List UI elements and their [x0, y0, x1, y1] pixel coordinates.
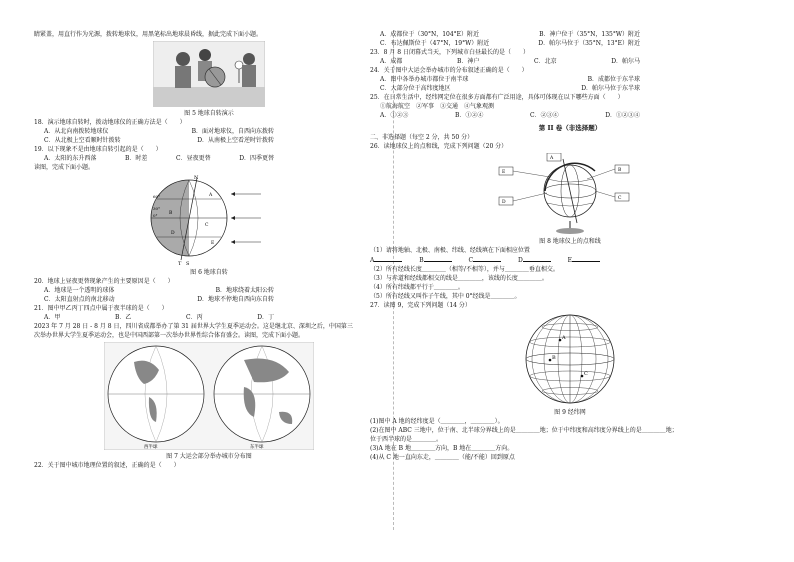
q20-option-c: C．太阳直射点的南北移动 [44, 296, 115, 303]
q20-options-row1 [34, 286, 274, 295]
fig9-label-c: C [584, 371, 588, 377]
fig8-label-c: C [618, 196, 622, 201]
q26-blank-e[interactable] [572, 255, 600, 262]
q20-option-d: D．地球不停地自西向东自转 [197, 296, 274, 303]
q27-part4: (4)从 C 地一直向东走，＿＿＿＿（能/不能）回到原点 [370, 454, 515, 461]
fig6-label-e: E [211, 241, 215, 246]
q24-option-b: B．成都位于东半球 [587, 76, 640, 83]
fig8-label-a: A [550, 156, 554, 161]
fig8-label-d: D [502, 200, 506, 205]
fig6-label-a: A [209, 193, 213, 198]
fig8-label-b: B [618, 168, 622, 173]
q27-part1: (1)图中 A 地的经纬度是（＿＿＿＿，＿＿＿＿）。 [370, 418, 504, 425]
q26-blank-a-label: A [370, 257, 375, 264]
q25-option-a: A．①②③ [380, 112, 409, 119]
fig8-label-e: E [502, 170, 506, 175]
q21-option-b: B．乙 [114, 314, 132, 321]
figure-5-caption: 图 5 地球自转演示 [184, 110, 234, 117]
q27-stem: 27．读图 9，完成下列问题（14 分） [370, 302, 471, 309]
q19-option-b: B．时差 [124, 155, 148, 162]
q23-option-b: B．神户 [456, 58, 480, 65]
q25-option-d: D．①②③④ [605, 112, 640, 119]
part2-title: 第 II 卷（非选择题） [538, 124, 602, 132]
q26-blank-e-label: E [567, 257, 572, 264]
passage: 2023 年 7 月 28 日 - 8 月 8 日，四川省成都举办了第 31 届世界大学生夏季运动会。这是继北京、深圳之后，中国第三次举办世界大学生夏季运动会，也是中国西部第一次举办世界性综合体育盛会。读图，完成下面小题。 [34, 323, 353, 339]
q20-stem: 20．地球上昼夜更替现象产生的主要原因是（ ） [34, 278, 174, 285]
q23-option-a: A．成都 [380, 58, 403, 65]
q26-stem: 26．读地球仪上的点和线，完成下列问题（20 分） [370, 143, 508, 150]
q21-options [34, 313, 274, 322]
q18-options-row2 [34, 136, 274, 145]
fig6-label-60: 60° [153, 194, 161, 199]
q25-stem: 25．在日常生活中，经纬网定位在很多方面都有广泛用途，具体可体现在以下哪些方面（ ） [370, 94, 624, 101]
q23-options [370, 57, 640, 66]
q27-part3: (3)A 地在 B 地＿＿＿＿方向，B 地在＿＿＿＿方向。 [370, 445, 514, 452]
q26-blank-c[interactable] [473, 255, 501, 262]
figure-6-earth-rotation [149, 174, 269, 266]
q26-blank-d-label: D [517, 257, 523, 264]
q25-options [370, 111, 640, 120]
left-column [34, 30, 384, 470]
q24-option-c: C．大部分位于高纬度地区 [380, 85, 451, 92]
intro-line: 睛紧盖，用直行作为光源，拨转地球仪，用黑笔标出地球晨昏线，据此完成下面小题。 [34, 31, 263, 38]
q20-option-b: B．地球绕着太阳公转 [215, 287, 274, 294]
q24-option-d: D．帕尔马位于东半球 [581, 85, 640, 92]
q26-blank-b-label: B [419, 257, 424, 264]
q19-option-c: C．昼夜更替 [175, 155, 211, 162]
q18-options-row1 [34, 127, 274, 136]
q26-blank-d[interactable] [523, 255, 551, 262]
q22-option-b: B．神户位于（35°N，135°W）附近 [539, 31, 640, 38]
q26-part5: （5）所有经线又叫作子午线，其中 0°经线是＿＿＿＿。 [370, 293, 521, 300]
q27-part2b: 位于西半球的是＿＿＿＿。 [370, 436, 443, 443]
fig7-west-label: 西半球 [144, 445, 158, 450]
q21-option-d: D．丁 [257, 314, 274, 321]
q26-part2: （2）所有经线长度＿＿＿＿（相等/不相等），并与＿＿＿＿垂直相交。 [370, 266, 559, 273]
q20-option-a: A．地球是一个透明的球体 [44, 287, 115, 294]
q27-part2a: (2)在图中 ABC 三地中，位于南、北半球分界线上的是＿＿＿＿地；位于中纬度和高纬度分界线上的是＿＿＿＿地； [370, 427, 678, 434]
q24-option-a: A．图中各举办城市都位于南半球 [380, 76, 469, 83]
q22-options-row2 [370, 39, 640, 48]
q21-option-a: A．甲 [44, 314, 61, 321]
fig6-label-t: T [178, 261, 182, 266]
q26-part3: （3）与赤道和经线都相交的线是＿＿＿＿，该线的长度＿＿＿＿。 [370, 275, 548, 282]
part2-subtitle: 二、非选择题（每空 2 分，共 50 分） [370, 134, 474, 141]
q23-option-c: C．北京 [533, 58, 557, 65]
fig6-label-d: D [171, 231, 175, 236]
figure-9-caption: 图 9 经纬网 [554, 409, 586, 416]
q19-tail: 读图，完成下面小题。 [34, 164, 95, 171]
figure-7-world-hemispheres [104, 342, 314, 450]
fig9-label-b: B [552, 355, 556, 361]
q26-blank-c-label: C [468, 257, 474, 264]
q26-part1-blanks [370, 255, 600, 265]
q24-options-row2 [370, 84, 640, 93]
q25-option-b: B．①②④ [454, 112, 484, 119]
q19-stem: 19．以下现象不是由地球自转引起的是（ ） [34, 146, 162, 153]
fig6-label-0: 0° [153, 213, 158, 218]
q21-stem: 21．图中甲乙丙丁四点中属于夜半球的是（ ） [34, 305, 168, 312]
q25-items: ①航海航空 ②军事 ③交通 ④气象观测 [380, 103, 495, 110]
q22-option-d: D．帕尔马位于（35°N，13°E）附近 [538, 40, 640, 47]
figure-9-graticule [510, 312, 630, 406]
q18-stem: 18．演示地球自转时，拨动地球仪的正确方法是（ ） [34, 119, 186, 126]
q19-option-d: D．四季更替 [239, 155, 274, 162]
fig6-label-30: 30° [153, 206, 161, 211]
q25-option-c: C．②③④ [529, 112, 559, 119]
q22-option-c: C．布达佩斯位于（47°N，19°W）附近 [380, 40, 490, 47]
q19-options [34, 154, 274, 163]
q21-option-c: C．丙 [185, 314, 203, 321]
fig6-label-s: S [186, 261, 190, 266]
q24-stem: 24．关于图中大运会举办城市的分布叙述正确的是（ ） [370, 67, 528, 74]
q23-option-d: D．帕尔马 [611, 58, 640, 65]
q26-blank-b[interactable] [424, 255, 452, 262]
q26-blank-a[interactable] [374, 255, 402, 262]
fig6-label-c: C [205, 223, 209, 228]
q26-part4: （4）所有纬线都平行于＿＿＿＿。 [370, 284, 464, 291]
q22-stem: 22．关于图中城市地理位置的叙述，正确的是（ ） [34, 462, 180, 469]
q19-option-a: A．太阳的东升西落 [44, 155, 97, 162]
q18-option-c: C．从北极上空看顺时针拨转 [44, 137, 121, 144]
right-column [370, 30, 770, 462]
q24-options-row1 [370, 75, 640, 84]
q22-options-row1 [370, 30, 640, 39]
q20-options-row2 [34, 295, 274, 304]
q22-option-a: A．成都位于（30°N，104°E）附近 [380, 31, 480, 38]
figure-7-caption: 图 7 大运会部分举办城市分布图 [166, 453, 252, 460]
q23-stem: 23．8 月 8 日闭幕式当天，下列城市白昼最长的是（ ） [370, 49, 529, 56]
fig6-label-b: B [169, 211, 173, 216]
figure-8-caption: 图 8 地球仪上的点和线 [539, 238, 601, 245]
figure-6-caption: 图 6 地球自转 [190, 269, 228, 276]
q18-option-b: B．面对地球仪，自西向东拨转 [191, 128, 274, 135]
fig9-label-a: A [562, 335, 566, 341]
q26-part1: （1）请将地轴、北极、南极、纬线、经线填在下面相应位置 [370, 247, 530, 254]
fig7-east-label: 东半球 [250, 445, 264, 450]
figure-5-illustration [153, 41, 265, 107]
q18-option-a: A．从北向南拨转地球仪 [44, 128, 109, 135]
fig6-label-n: N [194, 175, 199, 181]
figure-8-globe [495, 153, 645, 235]
q18-option-d: D．从南极上空看逆时针拨转 [197, 137, 274, 144]
